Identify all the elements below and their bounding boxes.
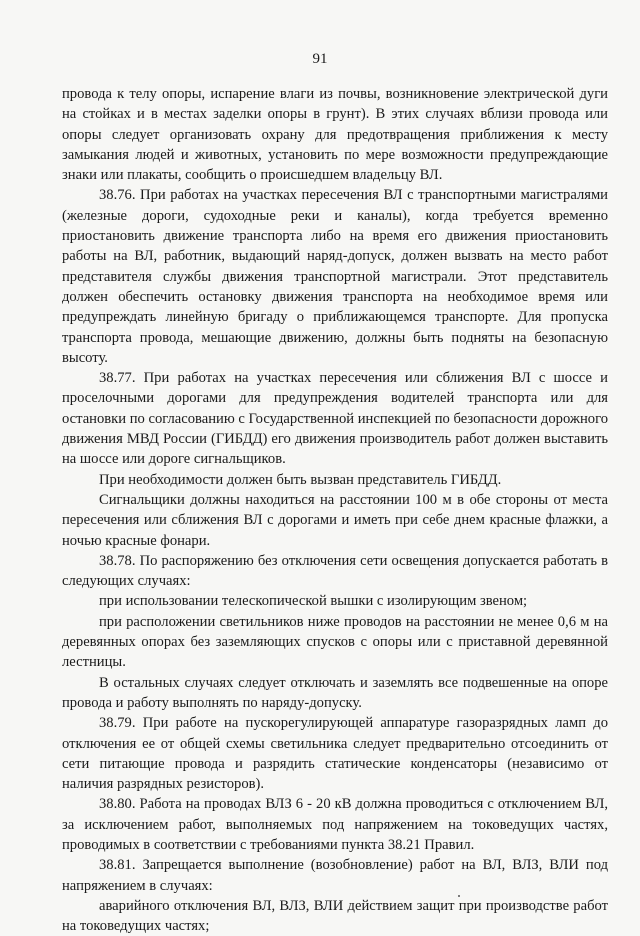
scan-speck [458, 895, 460, 897]
paragraph-38-81: 38.81. Запрещается выполнение (возобновление) работ на ВЛ, ВЛЗ, ВЛИ под напряжением в случаях: [62, 857, 608, 894]
paragraph-continuation: провода к телу опоры, испарение влаги из почвы, возникновение электрической дуги на стойках и в местах заделки опоры в грунт). В этих случаях вблизи провода или опоры следует организовать охрану для предотвращения приближения к месту замыкания людей и животных, установить по мере возможности предупреждающие знаки или плакаты, сообщить о происшедшем владельцу ВЛ. [62, 86, 608, 184]
paragraph-38-78: 38.78. По распоряжению без отключения сети освещения допускается работать в следующих случаях: [62, 552, 608, 590]
paragraph-38-79: 38.79. При работе на пускорегулирующей аппаратуре газоразрядных ламп до отключения ее от общей схемы светильника следует предварительно отсоединить от сети питающие провода и разрядить статические конденсаторы (независимо от наличия разрядных резисторов). [62, 715, 608, 793]
list-item-emergency-shutdown: аварийного отключения ВЛ, ВЛЗ, ВЛИ действием защит при производстве работ на токоведущих частях; [62, 897, 608, 935]
page-number: 91 [312, 51, 328, 67]
paragraph-other-cases: В остальных случаях следует отключать и заземлять все подвешенные на опоре провода и работу выполнять по наряду-допуску. [62, 674, 608, 711]
paragraph-38-80: 38.80. Работа на проводах ВЛЗ 6 - 20 кВ должна проводиться с отключением ВЛ, за исключением работ, выполняемых под напряжением на токоведущих частях, проводимых в соответствии с требованиями пункта 38.21 Правил. [62, 796, 608, 853]
paragraph-gibdd-call: При необходимости должен быть вызван представитель ГИБДД. [99, 471, 502, 488]
list-item-lamp-placement: при расположении светильников ниже проводов на расстоянии не менее 0,6 м на деревянных опорах без заземляющих спусков с опоры или с приставной деревянной лестницы. [62, 613, 608, 671]
paragraph-38-77: 38.77. При работах на участках пересечения или сближения ВЛ с шоссе и проселочными дорогами для предупреждения водителей транспорта или для остановки по согласованию с Государственной инспекцией по безопасности дорожного движения МВД России (ГИБДД) его движения производитель работ должен выставить на шоссе или дороге сигнальщиков. [62, 370, 608, 468]
paragraph-38-76: 38.76. При работах на участках пересечения ВЛ с транспортными магистралями (железные дороги, судоходные реки и каналы), когда требуется временно приостановить движение транспорта либо на время его движения приостановить работы на ВЛ, работник, выдающий наряд-допуск, должен вызвать на место работ представителя службы движения транспортной магистрали. Этот представитель должен обеспечить остановку движения транспорта на необходимое время или предупреждать линейную бригаду о приближающемся транспорте. Для пропуска транспорта провода, мешающие движению, должны быть подняты на безопасную высоту. [62, 187, 608, 366]
document-body [62, 84, 608, 936]
list-item-telescopic-tower: при использовании телескопической вышки с изолирующим звеном; [99, 593, 528, 610]
paragraph-signalmen: Сигнальщики должны находиться на расстоянии 100 м в обе стороны от места пересечения или сближения ВЛ с дорогами и иметь при себе днем красные флажки, а ночью красные фонари. [62, 491, 608, 549]
